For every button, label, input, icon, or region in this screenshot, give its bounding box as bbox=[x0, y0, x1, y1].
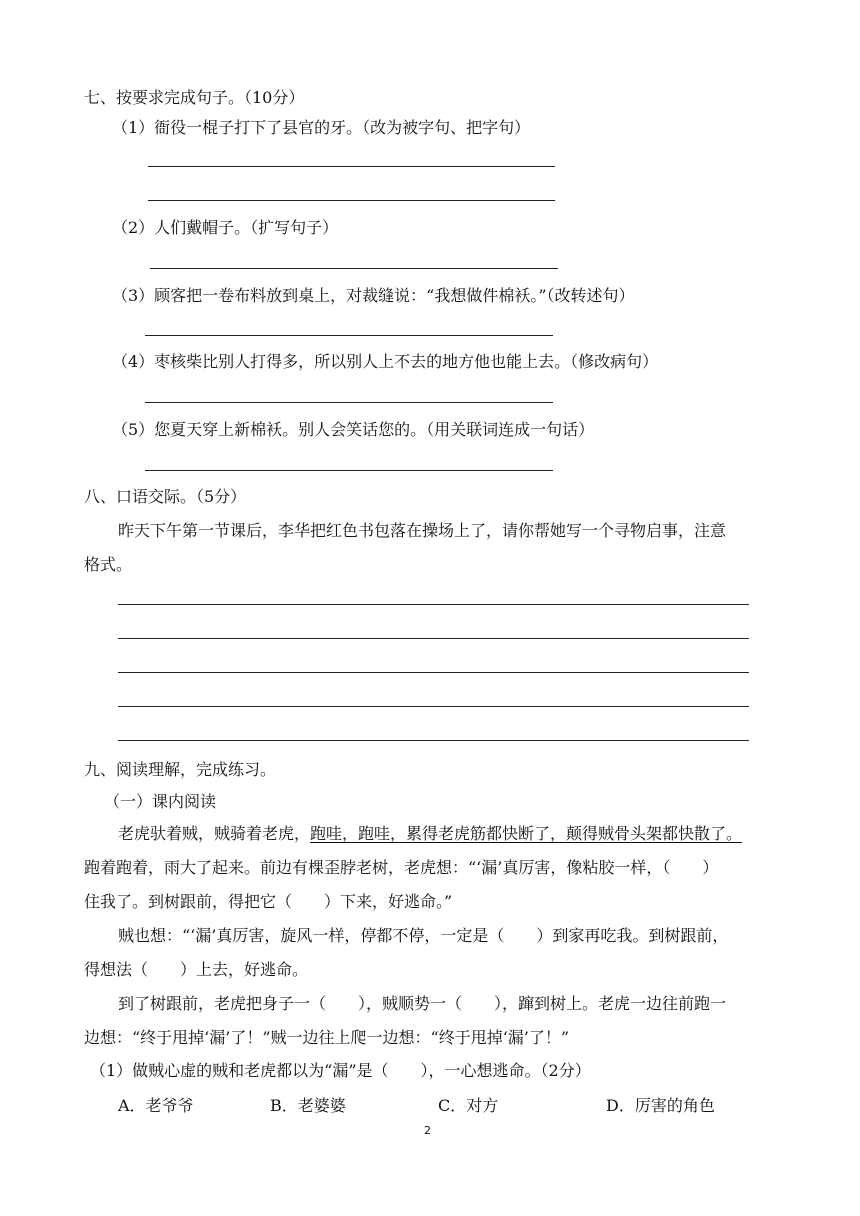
option-a[interactable]: A．老爷爷 bbox=[118, 1096, 194, 1115]
passage-p1-line3: 住我了。到树跟前，得把它（ ）下来，好逃命。” bbox=[84, 892, 453, 911]
option-c[interactable]: C．对方 bbox=[438, 1096, 499, 1115]
section-7-heading: 七、按要求完成句子。（10分） bbox=[84, 88, 305, 107]
answer-line[interactable] bbox=[148, 200, 555, 201]
underlined-sentence: 跑哇，跑哇，累得老虎筋都快断了，颠得贼骨头架都快散了。 bbox=[310, 824, 743, 843]
answer-line[interactable] bbox=[150, 268, 558, 269]
answer-line[interactable] bbox=[145, 402, 553, 403]
question-9-1: （1）做贼心虚的贼和老虎都以为“漏”是（ ），一心想逃命。（2分） bbox=[90, 1061, 591, 1080]
answer-line[interactable] bbox=[148, 166, 555, 167]
section-8-prompt: 昨天下午第一节课后，李华把红色书包落在操场上了，请你帮她写一个寻物启事，注意 bbox=[118, 521, 727, 540]
writing-line[interactable] bbox=[118, 706, 749, 707]
passage-p2-line2: 得想法（ ）上去，好逃命。 bbox=[84, 960, 309, 979]
question-7-5: （5）您夏天穿上新棉袄。别人会笑话您的。（用关联词连成一句话） bbox=[112, 420, 595, 439]
writing-line[interactable] bbox=[118, 672, 749, 673]
page-number: 2 bbox=[424, 1124, 431, 1137]
passage-p3-line2: 边想：“终于甩掉‘漏’了！”贼一边往上爬一边想：“终于甩掉‘漏’了！” bbox=[84, 1028, 570, 1047]
answer-line[interactable] bbox=[145, 335, 553, 336]
option-b[interactable]: B．老婆婆 bbox=[270, 1096, 346, 1115]
section-8-heading: 八、口语交际。（5分） bbox=[84, 487, 247, 506]
passage-text: 老虎驮着贼，贼骑着老虎， bbox=[118, 824, 311, 843]
section-9-heading: 九、阅读理解，完成练习。 bbox=[84, 760, 277, 779]
writing-line[interactable] bbox=[118, 638, 749, 639]
question-7-2: （2）人们戴帽子。（扩写句子） bbox=[112, 218, 339, 237]
writing-line[interactable] bbox=[118, 604, 749, 605]
question-7-4: （4）枣核柴比别人打得多，所以别人上不去的地方他也能上去。（修改病句） bbox=[112, 352, 659, 371]
option-d[interactable]: D．厉害的角色 bbox=[606, 1096, 715, 1115]
section-8-prompt-cont: 格式。 bbox=[84, 555, 133, 574]
subsection-heading: （一）课内阅读 bbox=[104, 792, 217, 811]
question-7-1: （1）衙役一棍子打下了县官的牙。（改为被字句、把字句） bbox=[112, 118, 531, 137]
passage-p3-line1: 到了树跟前，老虎把身子一（ ），贼顺势一（ ），蹿到树上。老虎一边往前跑一 bbox=[118, 994, 727, 1013]
passage-p2-line1: 贼也想：“‘漏’真厉害，旋风一样，停都不停，一定是（ ）到家再吃我。到树跟前， bbox=[118, 926, 729, 945]
question-7-3: （3）顾客把一卷布料放到桌上，对裁缝说：“我想做件棉袄。”（改转述句） bbox=[112, 286, 635, 305]
writing-line[interactable] bbox=[118, 740, 749, 741]
passage-p1-line1 bbox=[118, 824, 742, 844]
passage-p1-line2: 跑着跑着，雨大了起来。前边有棵歪脖老树，老虎想：“‘漏’真厉害，像粘胶一样，（ ） bbox=[84, 858, 719, 877]
answer-line[interactable] bbox=[145, 470, 553, 471]
